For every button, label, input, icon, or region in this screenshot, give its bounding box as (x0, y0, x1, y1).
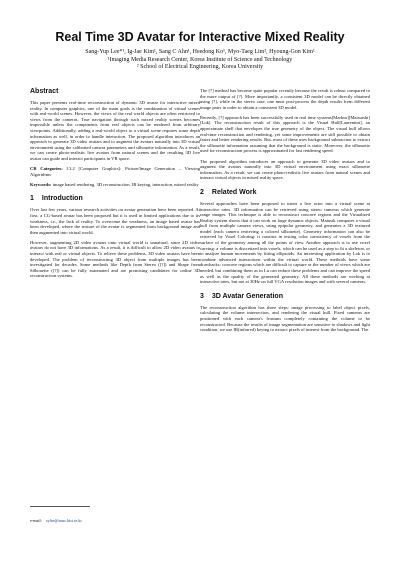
left-column (30, 88, 200, 283)
section-2-number: 2 (200, 188, 204, 196)
section-2-heading (200, 189, 370, 196)
keywords (30, 182, 200, 188)
author-list: Sang-Yup Lee*¹, Ig-Jae Kim¹, Sang C Ahn¹, Heedong Ko¹, Myo-Taeg Lim², Hyoung-Gon Kim¹ (85, 49, 315, 55)
intro-paragraph-1: Over last few years, various research activities on avatar generation have been reported. At first, a CG-based avatar has been proposed but it is used in limited applications due to its weakness, i.e., the lack of reality. To overcome the weakness, an image based avatar has been developed, where the texture of the avatar is segmented from background image and then augmented into virtual world. (30, 207, 200, 235)
section-1-title: Introduction (41, 195, 83, 203)
section-1-heading (30, 195, 200, 202)
author-block (20, 49, 380, 72)
affiliation-2: ² School of Electrical Engineering, Korea University (136, 64, 264, 70)
footnote (30, 506, 200, 527)
keywords-text: image based rendering, 3D reconstruction, IR keying, interaction, mixed reality (52, 181, 199, 187)
cr-label: CR Categories: (30, 166, 63, 172)
section-3-heading (200, 293, 370, 300)
section-2-title: Related Work (211, 188, 257, 196)
footnote-rule (30, 506, 90, 507)
abstract-heading: Abstract (30, 88, 59, 95)
footnote-email-link[interactable]: sylee@imrc.kist.re.kr (45, 518, 82, 523)
right-paragraph-1: The [?] method has become quite popular recently because the result is robust compared to the more output of [?]. More importantly, a consistent 3D model can be directly obtained using [?], while in the stereo case, one must post-process the depth results from different image pairs in order to obtain a consistent 3D model. (200, 88, 370, 110)
right-paragraph-2: Recently, [?] approach has been successfully used in real time systems[Markus][Matsuishi][Lok]. The reconstruction result of this approach is the Visual Hull[Laurentini], an approximate shell that envelopes the true geometry of the object. The visual hull allows real-time reconstruction and rendering, yet some improvements are still possible to obtain faster and better rendering results. But, most of these uses background subtraction to extract the silhouette information assuming that the background is static. Moreover, the silhouette used for reconstruction process is approximated for fast rendering speed. (200, 114, 370, 154)
keywords-label: Keywords: (30, 181, 52, 187)
footnote-label: e-mail: (30, 518, 42, 523)
section-1-number: 1 (30, 195, 34, 203)
section-3-number: 3 (200, 292, 204, 300)
abstract-text: This paper presents real-time reconstruction of dynamic 3D avatar for interactive mixed reality. In computer graphics, one of the main goals is the combination of virtual scenes with real-world scenes. However, the views of the real world objects are often restricted to views from the cameras. True navigation through such mixed reality scenes becomes impossible unless the components from real objects can be rendered from arbitrary viewpoints. Additionally, adding a real-world object to a virtual scene requires some depth information as well, in order to handle interaction. The proposed algorithm introduces an approach to generate 3D video avatars and to augment the avatars naturally into 3D virtual environment using the calibrated camera parameters and silhouette information. As a result, we can create photo-realistic live avatars from natural scenes and the resulting 3D live avatar can guide and interact participants in VR space. (30, 100, 200, 161)
right-column (200, 88, 370, 337)
cr-text: I.3.2 [Computer Graphics]: Picture/Image Generation – Viewing Algorithms (30, 166, 200, 177)
intro-paragraph-2: However, augmenting 2D video avatars onto virtual world is unnatural, since 2D video avatars do not have 3D informations. As a result, it is difficult to allow 2D video avatars to interact with real or virtual objects. To relieve these problems, 3D video avatars have been developed. The problem of reconstructing 3D object from multiple images has been investigated for decades. Some methods like Depth from Stereo ([?]) and Shape from Silhouette ([?]) can be fully automated and are promising candidates for online 3D reconstruction systems. (30, 239, 200, 279)
paper-title: Real Time 3D Avatar for Interactive Mixed Reality (55, 30, 345, 44)
right-paragraph-3: The proposed algorithm introduces an approach to generate 3D video avatars and to augment the avatars naturally into 3D virtual environment using exact silhouette information. As a result, we can create photo-realistic live avatars from natural scenes and interact virtual objects in mixed reality space. (200, 158, 370, 181)
section-3-title: 3D Avatar Generation (211, 292, 283, 300)
avatar-generation-paragraph: The reconstruction algorithm has three steps: image processing to label object pixels, calculating the volume intersection, and rendering the visual hull. Fixed cameras are positioned with each camera's frustum completely containing the volume to be reconstructed. Because the results of image segmentation are sensitive to shadows and light condition, we use IR(infrared) keying to extract pixels of interest from the background. The (200, 304, 370, 333)
related-work-paragraph: Several approaches have been proposed to insert a live actor into a virtual scene at interactive rates. 3D information can be retrieved using stereo cameras which generate range images. This technique is able to reconstruct concave regions and the Virtualized Reality system shows that it can work on large dynamic objects. Matusik computes a visual hull from multiple camera views, using epipolar geometry, and generates a 3D textured model (each camera retrieving a colored silhouette). Geometry information can also be retrieved by Voxel Coloring: it consists in testing color consistency of voxels from the surface of the geometry among all the points of view. Another approach is to use voxel carving: a volume is discretized into voxels, which can be used as a step to fit a skeleton, or to analyze human movements by fitting ellipsoids. An interesting application by Lok is to combine advanced interactions within the virtual world. These methods have some drawbacks: concave regions which are difficult to capture or the number of views which are needed, but combining them as in Lu can reduce these problems and can improve the speed as well as the quality of the generated geometry. All these methods are working at interactive rates, but not at 30Hz on full VGA resolution images and with several cameras. (200, 200, 370, 285)
affiliation-1: ¹Imaging Media Research Center, Korea Institute of Science and Technology (107, 56, 293, 63)
cr-categories (30, 166, 200, 177)
